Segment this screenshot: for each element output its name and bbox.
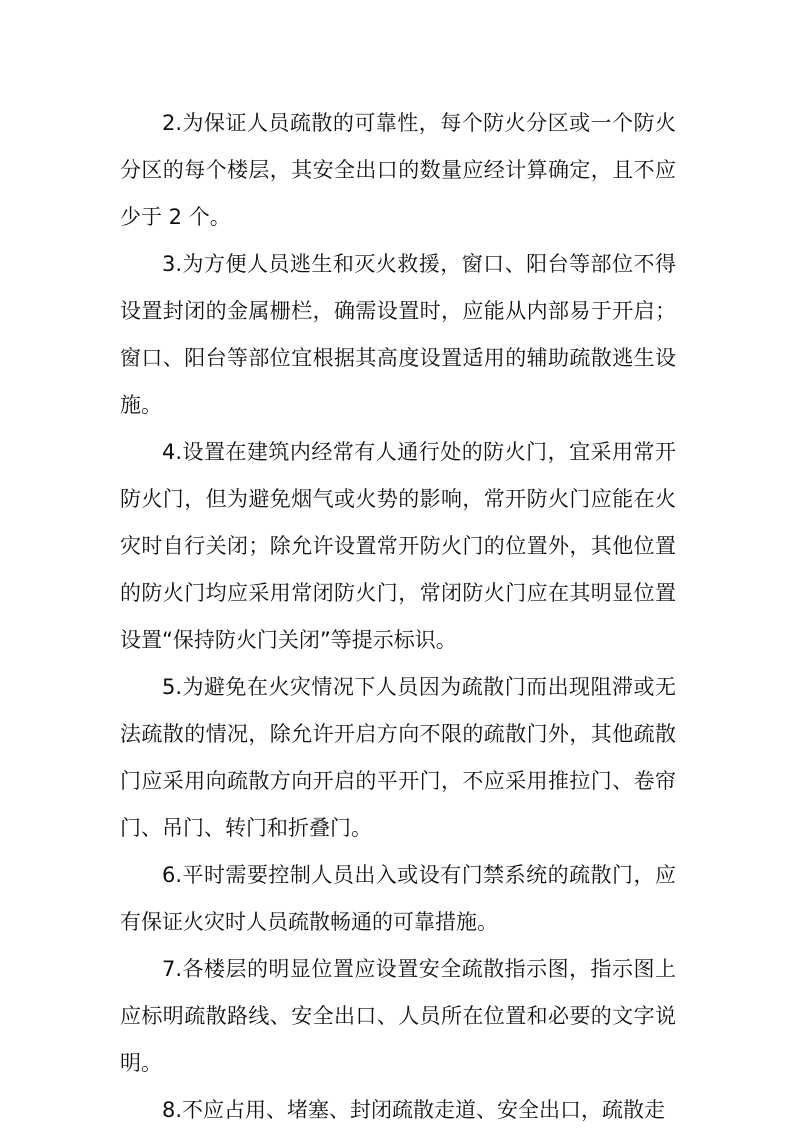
document-body xyxy=(120,100,676,1134)
paragraph-item-4: 4.设置在建筑内经常有人通行处的防火门，宜采用常开防火门，但为避免烟气或火势的影响，常开防火门应能在火灾时自行关闭；除允许设置常开防火门的位置外，其他位置的防火门均应采用常闭防火门，常闭防火门应在其明显位置设置“保持防火门关闭”等提示标识。 xyxy=(120,440,676,652)
paragraph-item-7: 7.各楼层的明显位置应设置安全疏散指示图，指示图上应标明疏散路线、安全出口、人员所在位置和必要的文字说明。 xyxy=(120,957,676,1075)
paragraph-item-8: 8.不应占用、堵塞、封闭疏散走道、安全出口，疏散走 xyxy=(162,1098,666,1122)
paragraph-item-5: 5.为避免在火灾情况下人员因为疏散门而出现阻滞或无法疏散的情况，除允许开启方向不限的疏散门外，其他疏散门应采用向疏散方向开启的平开门，不应采用推拉门、卷帘门、吊门、转门和折叠门。 xyxy=(120,675,676,840)
paragraph-item-6: 6.平时需要控制人员出入或设有门禁系统的疏散门，应有保证火灾时人员疏散畅通的可靠措施。 xyxy=(120,863,676,934)
paragraph-item-2: 2.为保证人员疏散的可靠性，每个防火分区或一个防火分区的每个楼层，其安全出口的数量应经计算确定，且不应少于 2 个。 xyxy=(120,111,676,229)
paragraph-item-3: 3.为方便人员逃生和灭火救援，窗口、阳台等部位不得设置封闭的金属栅栏，确需设置时，应能从内部易于开启；窗口、阳台等部位宜根据其高度设置适用的辅助疏散逃生设施。 xyxy=(120,252,676,417)
